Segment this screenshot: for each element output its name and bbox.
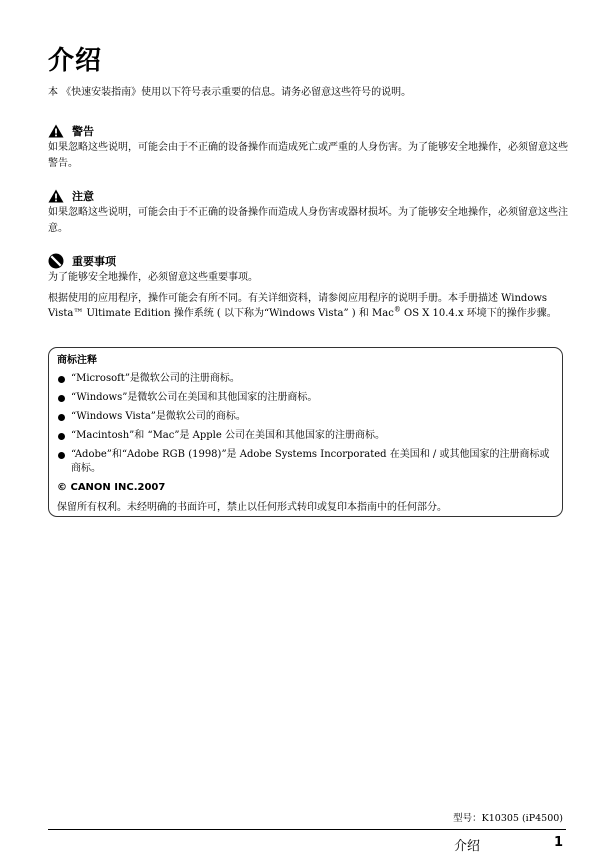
copyright-line: © CANON INC.2007	[57, 482, 166, 493]
bullet-icon	[58, 433, 65, 440]
page-title: 介绍	[48, 46, 103, 76]
os-note-part2: OS X 10.4.x 环境下的操作步骤。	[400, 307, 557, 319]
caution-notice	[48, 188, 570, 236]
trademark-box	[48, 347, 563, 517]
trademark-item: “Windows”是微软公司在美国和其他国家的注册商标。	[57, 391, 554, 405]
trademark-item: “Macintosh”和 “Mac”是 Apple 公司在美国和其他国家的注册商标。	[57, 429, 554, 443]
important-heading	[48, 253, 570, 269]
rights-statement: 保留所有权利。未经明确的书面许可，禁止以任何形式转印或复印本指南中的任何部分。	[57, 502, 447, 513]
important-title: 重要事项	[72, 255, 116, 268]
trademark-item: “Adobe”和“Adobe RGB (1998)”是 Adobe Systems Incorporated 在美国和 / 或其他国家的注册商标或商标。	[57, 448, 554, 476]
warning-notice	[48, 123, 570, 171]
os-note-paragraph	[48, 292, 570, 321]
caution-heading	[48, 188, 570, 204]
os-note-part1: 根据使用的应用程序，操作可能会有所不同。有关详细资料，请参阅应用程序的说明手册。本手册描述 Windows Vista™ Ultimate Edition 操作系统 ( 以下称为“Windows Vista” ) 和 Mac	[48, 293, 548, 319]
caution-triangle-icon	[48, 189, 64, 203]
warning-title: 警告	[72, 125, 94, 138]
warning-heading	[48, 123, 570, 139]
important-notice	[48, 253, 570, 286]
trademark-item: “Microsoft”是微软公司的注册商标。	[57, 372, 554, 386]
bullet-icon	[58, 452, 65, 459]
warning-triangle-icon	[48, 124, 64, 138]
bullet-icon	[58, 414, 65, 421]
bullet-icon	[58, 395, 65, 402]
intro-text: 本 《快速安装指南》使用以下符号表示重要的信息。请务必留意这些符号的说明。	[48, 87, 412, 98]
trademark-title: 商标注释	[57, 355, 97, 366]
page-number: 1	[554, 835, 564, 850]
bullet-icon	[58, 376, 65, 383]
caution-title: 注意	[72, 190, 94, 203]
model-number: 型号：K10305 (iP4500)	[453, 813, 563, 824]
important-body: 为了能够安全地操作，必须留意这些重要事项。	[48, 272, 258, 283]
warning-body: 如果忽略这些说明，可能会由于不正确的设备操作而造成死亡或严重的人身伤害。为了能够安全地操作，必须留意这些警告。	[48, 142, 568, 169]
caution-body: 如果忽略这些说明，可能会由于不正确的设备操作而造成人身伤害或器材损坏。为了能够安全地操作，必须留意这些注意。	[48, 207, 568, 234]
registered-mark: ®	[393, 305, 401, 314]
important-prohibit-icon	[48, 253, 64, 269]
trademark-list	[57, 372, 554, 476]
footer-section-title: 介绍	[454, 839, 481, 854]
footer-divider	[48, 829, 566, 830]
trademark-item: “Windows Vista”是微软公司的商标。	[57, 410, 554, 424]
